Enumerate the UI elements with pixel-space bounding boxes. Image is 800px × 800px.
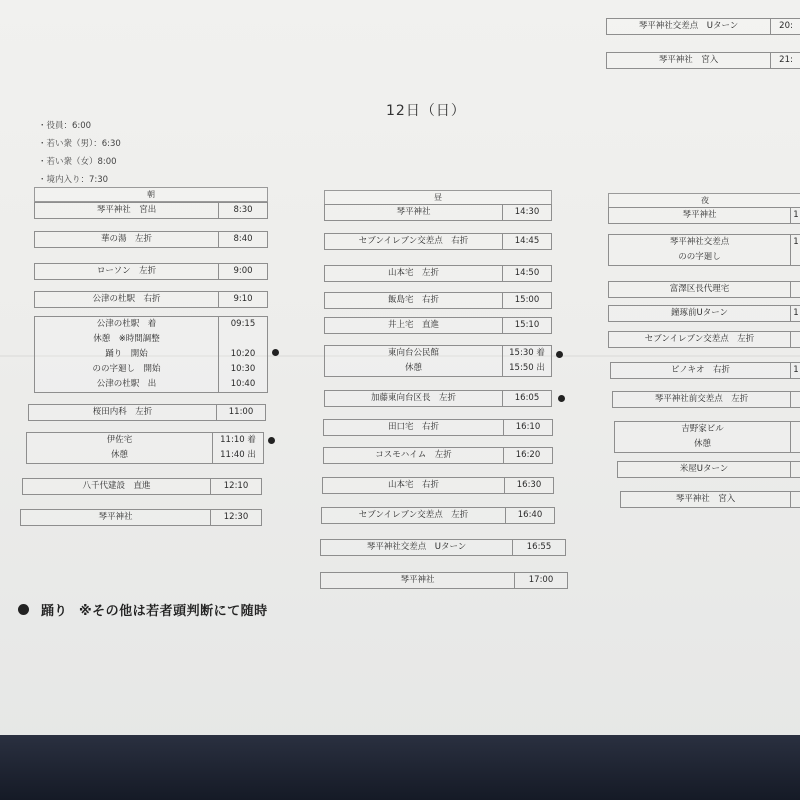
- time: 10:40: [218, 377, 267, 392]
- time: 12:30: [210, 510, 261, 525]
- legend-text: ※その他は若者頭判断にて随時: [79, 604, 268, 619]
- morning-row: [34, 263, 268, 280]
- time: [790, 492, 800, 507]
- time: 09:15: [218, 317, 267, 332]
- place: コスモハイム 左折: [375, 450, 452, 460]
- time: 14:50: [502, 266, 551, 281]
- place: 吉野家ビル: [681, 424, 724, 434]
- note-young-women: ・若い衆（女）8:00: [38, 157, 117, 167]
- block-line: [27, 448, 263, 463]
- place: 公津の杜駅 着: [96, 319, 157, 329]
- block-line: [35, 317, 267, 332]
- block-line: [27, 433, 263, 448]
- noon-row: [324, 292, 552, 309]
- time: 1: [790, 208, 800, 223]
- morning-header: 朝: [34, 187, 268, 202]
- dance-marker: [556, 351, 563, 358]
- noon-row: [323, 447, 553, 464]
- noon-row: [322, 477, 554, 494]
- place: ピノキオ 右折: [670, 365, 731, 375]
- time: 11:00: [216, 405, 265, 420]
- time: 15:10: [502, 318, 551, 333]
- morning-row: [34, 231, 268, 248]
- place: 井上宅 直進: [387, 320, 439, 330]
- place: 加藤東向台区長 左折: [370, 393, 456, 403]
- place: 田口宅 右折: [387, 422, 439, 432]
- night-row: [608, 281, 800, 298]
- morning-stop-block: [34, 316, 268, 393]
- note-officers: ・役員：6:00: [38, 121, 92, 131]
- noon-header: 昼: [324, 190, 552, 205]
- time: [218, 332, 267, 347]
- place: ローソン 左折: [96, 266, 157, 276]
- noon-stop-block: [324, 345, 552, 377]
- time: 10:20: [218, 347, 267, 362]
- time: 16:40: [505, 508, 554, 523]
- block-line: [35, 377, 267, 392]
- place: 琴平神社: [396, 207, 431, 217]
- dance-marker: [558, 395, 565, 402]
- place: 伊佐宅: [106, 435, 133, 445]
- time: 16:05: [502, 391, 551, 406]
- place: セブンイレブン交差点 右折: [358, 236, 469, 246]
- time: 16:20: [503, 448, 552, 463]
- place: セブンイレブン交差点 左折: [644, 334, 755, 344]
- place: 八千代建設 直進: [82, 481, 151, 491]
- time: 1: [790, 363, 800, 378]
- time: 1: [790, 306, 800, 321]
- night-row: [608, 331, 800, 348]
- time: 16:10: [503, 420, 552, 435]
- place: 桜田内科 左折: [92, 407, 153, 417]
- call-times: [38, 117, 121, 189]
- time: 16:30: [504, 478, 553, 493]
- block-line: [325, 361, 551, 376]
- time: 11:40 出: [212, 448, 263, 463]
- place: 東向台公民館: [387, 348, 439, 358]
- morning-row: [22, 478, 262, 495]
- block-line: [325, 346, 551, 361]
- place: 休憩: [693, 439, 711, 449]
- note-young-men: ・若い衆（男）：6:30: [38, 139, 121, 149]
- block-line: [615, 437, 800, 452]
- place: 琴平神社交差点 Uターン: [366, 542, 467, 552]
- place: 富澤区長代理宅: [669, 284, 730, 294]
- time: 15:50 出: [502, 361, 551, 376]
- morning-row: [28, 404, 266, 421]
- time: [790, 462, 800, 477]
- top-right-row-1: [606, 18, 800, 35]
- place: 琴平神社 宮入: [675, 494, 736, 504]
- place: 山本宅 左折: [387, 268, 439, 278]
- time: 15:00: [502, 293, 551, 308]
- bullet-dot-icon: [18, 604, 29, 615]
- morning-stop-block: [26, 432, 264, 464]
- morning-row: [34, 202, 268, 219]
- dance-marker: [272, 349, 279, 356]
- night-stop-block: [608, 234, 800, 266]
- time: 11:10 着: [212, 433, 263, 448]
- time: 8:30: [218, 203, 267, 218]
- time: 20:: [770, 19, 800, 34]
- night-row: [608, 305, 800, 322]
- block-line: [35, 347, 267, 362]
- place: 華の湯 左折: [100, 234, 152, 244]
- place: 鐘琢前Uターン: [670, 308, 729, 318]
- time: 1: [790, 235, 800, 250]
- time: 17:00: [514, 573, 567, 588]
- background-cloth: [0, 735, 800, 800]
- place: 飯島宅 右折: [387, 295, 439, 305]
- noon-row: [324, 204, 552, 221]
- time: 14:45: [502, 234, 551, 249]
- noon-row: [323, 419, 553, 436]
- time: [790, 437, 800, 452]
- time: 15:30 着: [502, 346, 551, 361]
- night-header: 夜: [608, 193, 800, 208]
- noon-row: [320, 539, 566, 556]
- time: [790, 250, 800, 265]
- place: 休憩: [404, 363, 422, 373]
- place: 琴平神社 宮入: [658, 55, 719, 65]
- time: 16:55: [512, 540, 565, 555]
- place: 公津の杜駅 出: [96, 379, 157, 389]
- block-line: [615, 422, 800, 437]
- place: のの字廻し: [678, 252, 721, 262]
- noon-row: [324, 233, 552, 250]
- block-line: [35, 332, 267, 347]
- place: 琴平神社前交差点 左折: [654, 394, 749, 404]
- noon-row: [324, 265, 552, 282]
- time: 9:00: [218, 264, 267, 279]
- noon-row: [324, 317, 552, 334]
- time: 14:30: [502, 205, 551, 220]
- time: [790, 332, 800, 347]
- night-row: [620, 491, 800, 508]
- morning-row: [20, 509, 262, 526]
- note-enter-grounds: ・境内入り：7:30: [38, 175, 109, 185]
- block-line: [609, 235, 800, 250]
- noon-row: [324, 390, 552, 407]
- time: [790, 392, 800, 407]
- time: 12:10: [210, 479, 261, 494]
- night-row: [612, 391, 800, 408]
- place: 琴平神社 宮出: [96, 205, 157, 215]
- place: のの字廻し 開始: [92, 364, 161, 374]
- place: 公津の杜駅 右折: [92, 294, 161, 304]
- place: 米屋Uターン: [679, 464, 729, 474]
- time: 8:40: [218, 232, 267, 247]
- place: セブンイレブン交差点 左折: [358, 510, 469, 520]
- time: 21:: [770, 53, 800, 68]
- time: [790, 422, 800, 437]
- place: 踊り 開始: [105, 349, 148, 359]
- place: 山本宅 右折: [387, 480, 439, 490]
- top-right-row-2: [606, 52, 800, 69]
- night-row: [617, 461, 800, 478]
- place: 琴平神社交差点 Uターン: [638, 21, 739, 31]
- noon-row: [321, 507, 555, 524]
- night-row: [608, 207, 800, 224]
- noon-row: [320, 572, 568, 589]
- dance-legend: [18, 600, 268, 619]
- page-title: 12日（日）: [386, 103, 466, 119]
- place: 休憩: [110, 450, 128, 460]
- time: 10:30: [218, 362, 267, 377]
- block-line: [609, 250, 800, 265]
- night-row: [610, 362, 800, 379]
- morning-row: [34, 291, 268, 308]
- place: 琴平神社: [98, 512, 133, 522]
- place: 琴平神社: [682, 210, 717, 220]
- night-stop-block: [614, 421, 800, 453]
- place: 琴平神社: [400, 575, 435, 585]
- dance-marker: [268, 437, 275, 444]
- block-line: [35, 362, 267, 377]
- place: 琴平神社交差点: [669, 237, 730, 247]
- legend-label: 踊り: [41, 604, 68, 619]
- place: 休憩 ※時間調整: [93, 334, 160, 344]
- time: 9:10: [218, 292, 267, 307]
- time: [790, 282, 800, 297]
